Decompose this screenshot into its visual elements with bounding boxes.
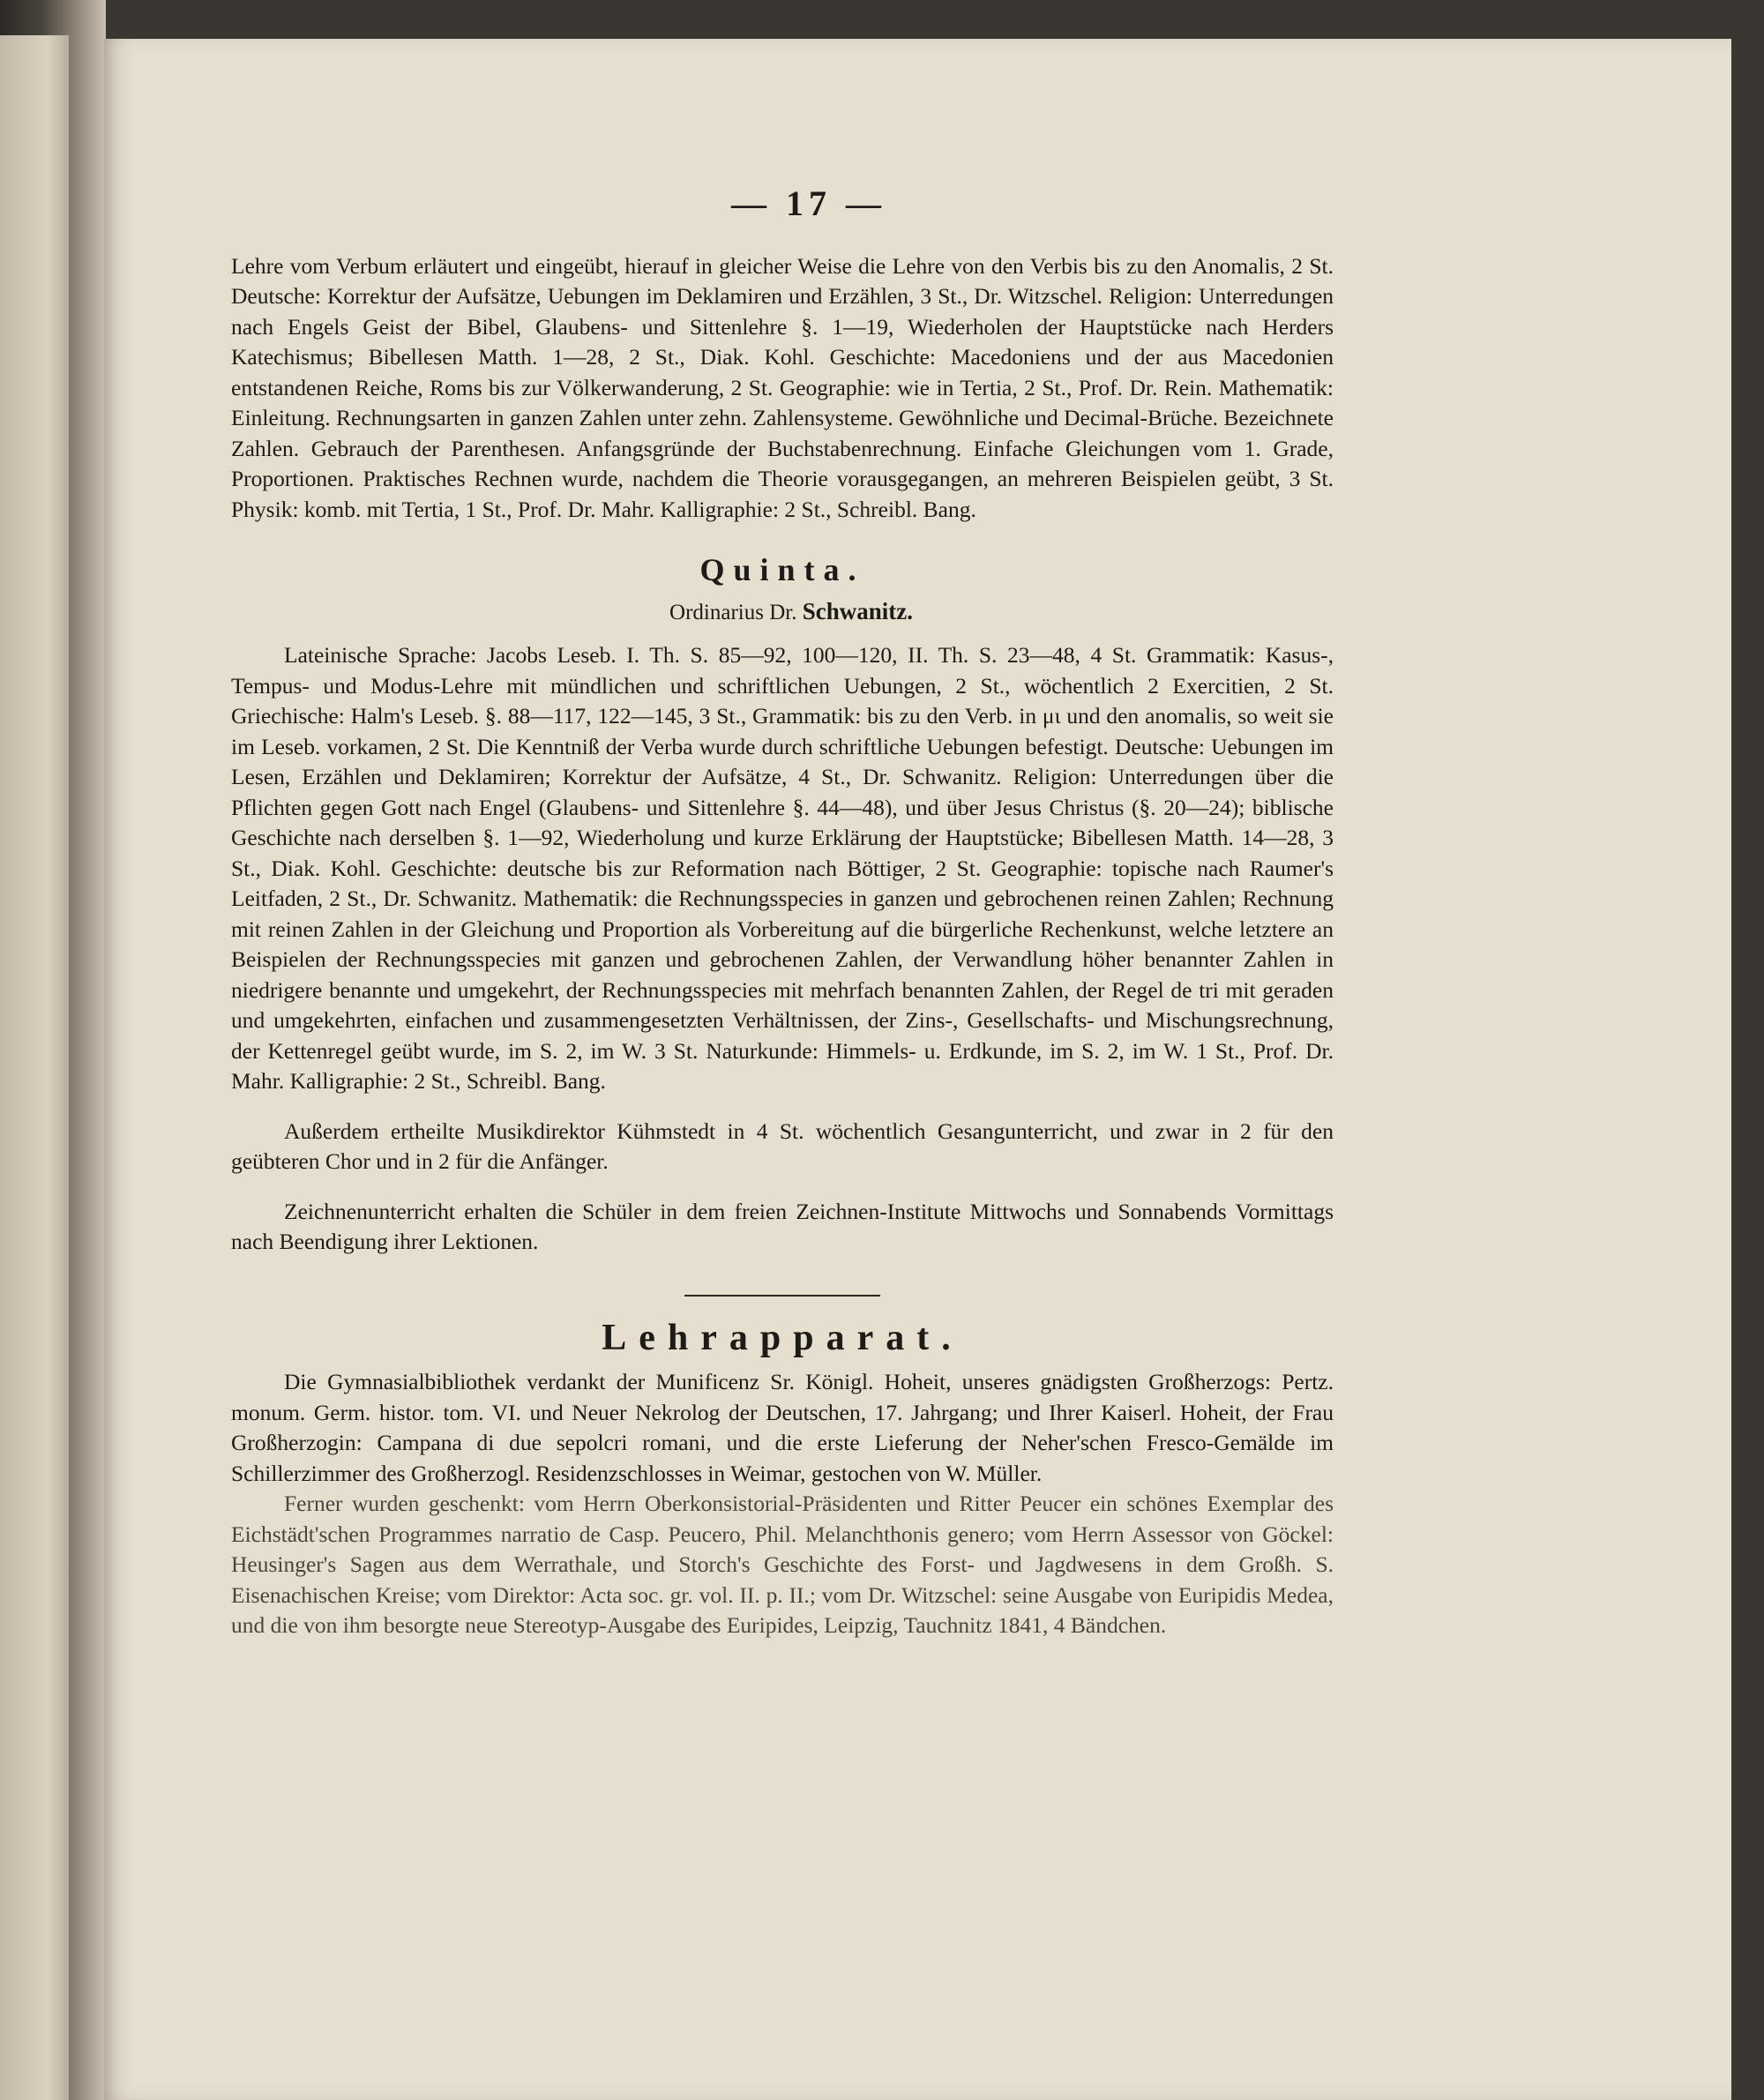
previous-page-edge <box>0 35 69 2100</box>
paragraph-spacer <box>231 1177 1334 1197</box>
book-page <box>104 39 1731 2100</box>
page-content <box>231 183 1334 1641</box>
ordinarius-name: Schwanitz. <box>802 597 913 624</box>
page-number: — 17 — <box>731 183 886 223</box>
section-heading-lehrapparat: Lehrapparat. <box>602 1317 963 1358</box>
section-heading-quinta: Quinta. <box>699 552 865 587</box>
paragraph-spacer <box>231 1097 1334 1117</box>
ordinarius-label: Ordinarius Dr. <box>669 600 797 624</box>
paragraph-top-continuation: Lehre vom Verbum erläutert und eingeübt, hierauf in gleicher Weise die Lehre von den Verbis bis zu den Anomalis, 2 St. Deutsche: Korrektur der Aufsätze, Uebungen im Deklamiren und Erzählen, 3 St., Dr. Witzschel. Religion: Unterredungen nach Engels Geist der Bibel, Glaubens- und Sittenlehre §. 1—19, Wiederholen der Hauptstücke nach Herders Katechismus; Bibellesen Matth. 1—28, 2 St., Diak. Kohl. Geschichte: Macedoniens und der aus Macedonien entstandenen Reiche, Roms bis zur Völkerwanderung, 2 St. Geographie: wie in Tertia, 2 St., Prof. Dr. Rein. Mathematik: Einleitung. Rechnungsarten in ganzen Zahlen unter zehn. Zahlensysteme. Gewöhnliche und Decimal-Brüche. Bezeichnete Zahlen. Gebrauch der Parenthesen. Anfangsgründe der Buchstabenrechnung. Einfache Gleichungen vom 1. Grade, Proportionen. Praktisches Rechnen wurde, nachdem die Theorie vorausgegangen, an mehreren Beispielen geübt, 3 St. Physik: komb. mit Tertia, 1 St., Prof. Dr. Mahr. Kalligraphie: 2 St., Schreibl. Bang. <box>231 252 1334 522</box>
paragraph-quinta-curriculum: Lateinische Sprache: Jacobs Leseb. I. Th. S. 85—92, 100—120, II. Th. S. 23—48, 4 St. Grammatik: Kasus-, Tempus- und Modus-Lehre mit mündlichen und schriftlichen Uebungen, 2 St., wöchentlich 2 Exercitien, 2 St. Griechische: Halm's Leseb. §. 88—117, 122—145, 3 St., Grammatik: bis zu den Verb. in μι und den anomalis, so weit sie im Leseb. vorkamen, 2 St. Die Kenntniß der Verba wurde durch schriftliche Uebungen befestigt. Deutsche: Uebungen im Lesen, Erzählen und Deklamiren; Korrektur der Aufsätze, 4 St., Dr. Schwanitz. Religion: Unterredungen über die Pflichten gegen Gott nach Engel (Glaubens- und Sittenlehre §. 44—48), und über Jesus Christus (§. 20—24); biblische Geschichte nach derselben §. 1—92, Wiederholung und kurze Erklärung der Hauptstücke; Bibellesen Matth. 14—28, 3 St., Diak. Kohl. Geschichte: deutsche bis zur Reformation nach Böttiger, 2 St. Geographie: topische nach Raumer's Leitfaden, 2 St., Dr. Schwanitz. Mathematik: die Rechnungsspecies in ganzen und gebrochenen reinen Zahlen; Rechnung mit reinen Zahlen in der Gleichung und Proportion als Vorbereitung auf die bürgerliche Rechenkunst, welche letztere an Beispielen der Rechnungsspecies mit ganzen und gebrochenen Zahlen, der Verwandlung höher benannter Zahlen in niedrigere benannte und umgekehrt, der Rechnungsspecies mit mehrfach benannten Zahlen, der Regel de tri mit geraden und umgekehrten, einfachen und zusammengesetzten Verhältnissen, der Zins-, Gesellschafts- und Mischungsrechnung, der Kettenregel geübt wurde, im S. 2, im W. 3 St. Naturkunde: Himmels- u. Erdkunde, im S. 2, im W. 1 St., Prof. Dr. Mahr. Kalligraphie: 2 St., Schreibl. Bang. <box>231 642 1334 1094</box>
paragraph-further-gifts: Ferner wurden geschenkt: vom Herrn Oberkonsistorial-Präsidenten und Ritter Peucer ein schönes Exemplar des Eichstädt'schen Programmes narratio de Casp. Peucero, Phil. Melanchthonis genero; vom Herrn Assessor von Göckel: Heusinger's Sagen aus dem Werrathale, und Storch's Geschichte des Forst- und Jagdwesens in dem Großh. S. Eisenachischen Kreise; vom Direktor: Acta soc. gr. vol. II. p. II.; vom Dr. Witzschel: seine Ausgabe von Euripidis Medea, und die von ihm besorgte neue Stereotyp-Ausgabe des Euripides, Leipzig, Tauchnitz 1841, 4 Bändchen. <box>231 1491 1334 1638</box>
section-divider <box>684 1295 880 1297</box>
paragraph-library-gifts: Die Gymnasialbibliothek verdankt der Munificenz Sr. Königl. Hoheit, unseres gnädigsten Großherzogs: Pertz. monum. Germ. histor. tom. VI. und Neuer Nekrolog der Deutschen, 17. Jahrgang; und Ihrer Kaiserl. Hoheit, der Frau Großherzogin: Campana di due sepolcri romani, und die erste Lieferung der Neher'schen Fresco-Gemälde im Schillerzimmer des Großherzogl. Residenzschlosses in Weimar, gestochen von W. Müller. <box>231 1369 1334 1486</box>
ordinarius-line <box>231 596 1334 629</box>
paragraph-singing: Außerdem ertheilte Musikdirektor Kühmstedt in 4 St. wöchentlich Gesangunterricht, und zwar in 2 für den geübteren Chor und in 2 für die Anfänger. <box>231 1117 1334 1174</box>
paragraph-drawing: Zeichnenunterricht erhalten die Schüler in dem freien Zeichnen-Institute Mittwochs und Sonnabends Vormittags nach Beendigung ihrer Lektionen. <box>231 1198 1334 1254</box>
